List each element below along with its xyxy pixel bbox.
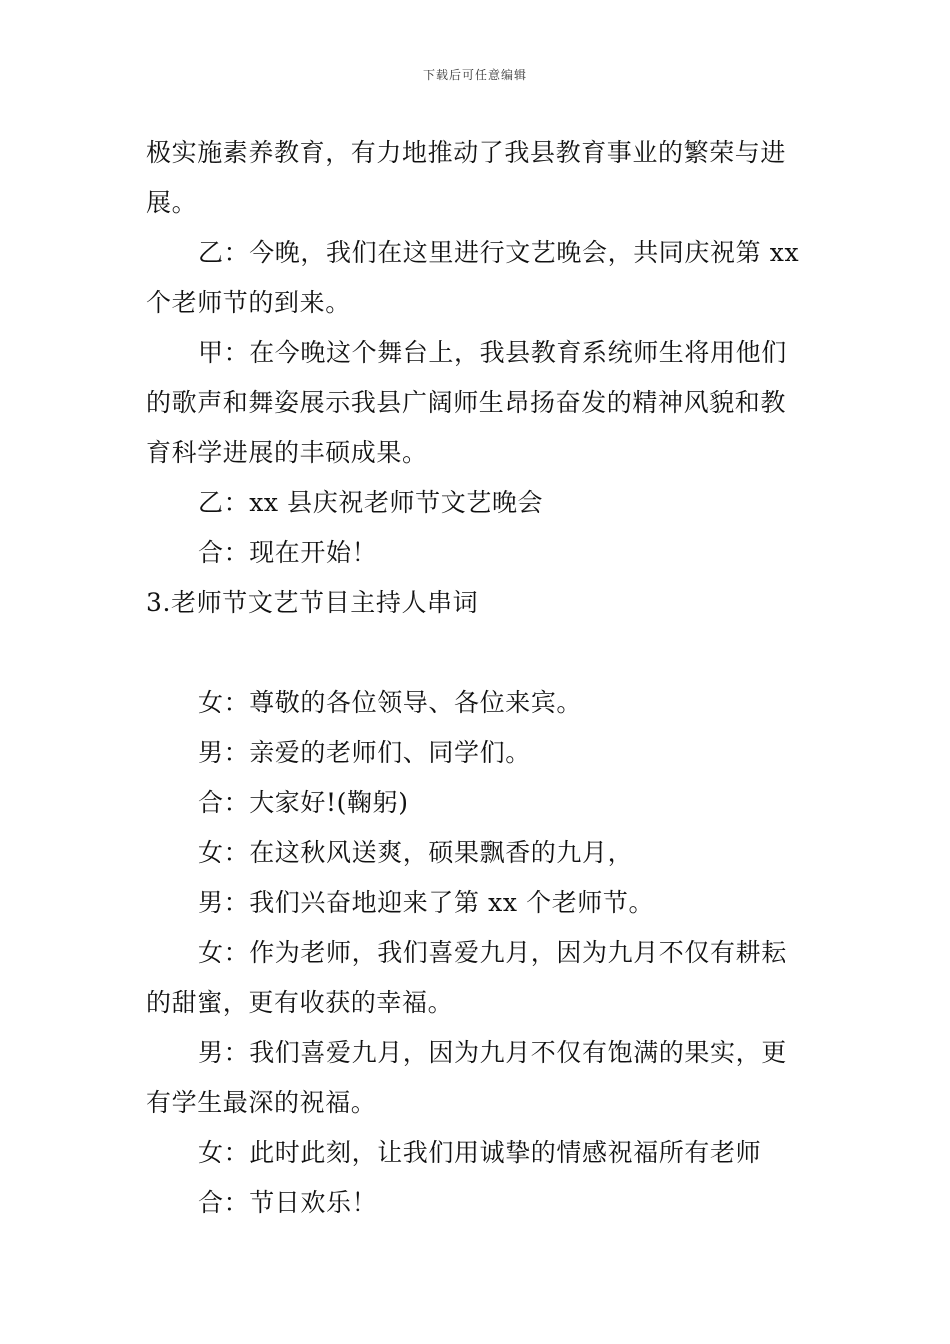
- paragraph-line: 展。: [146, 188, 198, 217]
- paragraph-line: 甲：在今晚这个舞台上，我县教育系统师生将用他们: [198, 338, 787, 367]
- paragraph-line: 女：尊敬的各位领导、各位来宾。: [198, 688, 583, 717]
- paragraph-line: 男：我们喜爱九月，因为九月不仅有饱满的果实，更: [198, 1038, 787, 1067]
- paragraph-line: 育科学进展的丰硕成果。: [146, 438, 428, 467]
- blank-line: [146, 628, 810, 678]
- paragraph-line: 女：此时此刻，让我们用诚挚的情感祝福所有老师: [198, 1138, 762, 1167]
- section-heading: 3.老师节文艺节目主持人串词: [146, 588, 479, 617]
- paragraph-line: 合：节日欢乐！: [198, 1188, 378, 1217]
- paragraph-line: 合：大家好!(鞠躬): [198, 788, 409, 817]
- paragraph-line: 的甜蜜，更有收获的幸福。: [146, 988, 454, 1017]
- paragraph-line: 有学生最深的祝福。: [146, 1088, 377, 1117]
- paragraph-line: 男：我们兴奋地迎来了第 xx 个老师节。: [198, 888, 655, 917]
- paragraph-line: 女：作为老师，我们喜爱九月，因为九月不仅有耕耘: [198, 938, 787, 967]
- paragraph-line: 乙：今晚，我们在这里进行文艺晚会，共同庆祝第 xx: [198, 238, 800, 267]
- paragraph-line: 女：在这秋风送爽，硕果飘香的九月，: [198, 838, 634, 867]
- paragraph-line: 乙：xx 县庆祝老师节文艺晚会: [198, 488, 544, 517]
- page-header: 下载后可任意编辑: [422, 68, 527, 82]
- paragraph-line: 个老师节的到来。: [146, 288, 351, 317]
- paragraph-line: 合：现在开始！: [198, 538, 378, 567]
- paragraph-line: 的歌声和舞姿展示我县广阔师生昂扬奋发的精神风貌和教: [146, 388, 787, 417]
- paragraph-line: 男：亲爱的老师们、同学们。: [198, 738, 531, 767]
- paragraph-line: 极实施素养教育，有力地推动了我县教育事业的繁荣与进: [146, 138, 787, 167]
- document-body: [146, 128, 810, 1228]
